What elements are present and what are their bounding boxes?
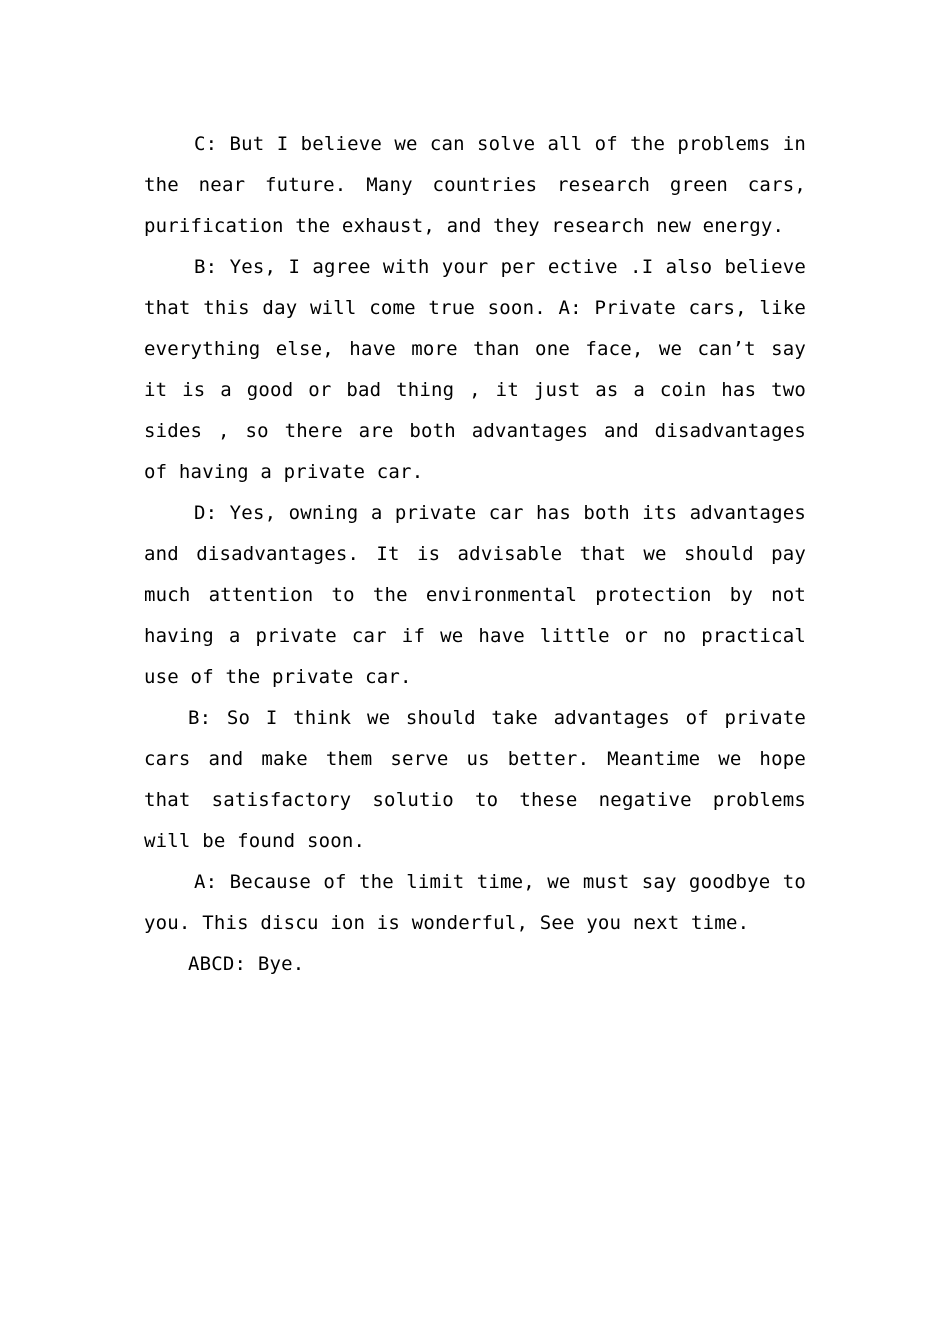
paragraph-b-agree: B: Yes, I agree with your per ective .I also believe that this day will come true soon. A: Private cars, like everything else, have more than one face, we can’t say it is a good or bad thing , it just as a coin has two sides , so there are both advantages and disadvantages of having a private car. xyxy=(144,256,806,483)
paragraph-abcd-bye: ABCD: Bye. xyxy=(188,953,305,975)
paragraph-c-solve-problems: C: But I believe we can solve all of the problems in the near future. Many countries research green cars, purification the exhaust, and they research new energy. xyxy=(144,133,806,237)
paragraph-a-goodbye: A: Because of the limit time, we must say goodbye to you. This discu ion is wonderful, See you next time. xyxy=(144,871,806,934)
dialogue-text xyxy=(144,124,806,985)
paragraph-d-owning-car: D: Yes, owning a private car has both its advantages and disadvantages. It is advisable that we should pay much attention to the environmental protection by not having a private car if we have little or no practical use of the private car. xyxy=(144,502,806,688)
paragraph-b-take-advantages: B: So I think we should take advantages of private cars and make them serve us better. Meantime we hope that satisfactory solutio to these negative problems will be found soon. xyxy=(144,707,806,852)
